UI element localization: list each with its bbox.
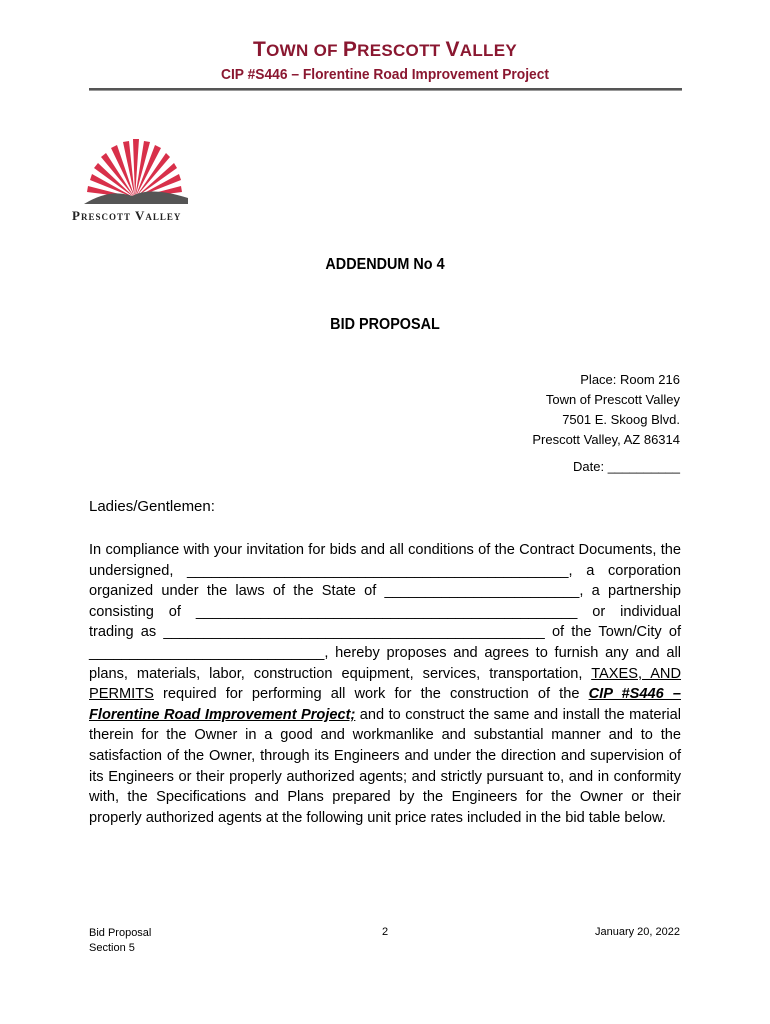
logo-text: Prescott Valley [72,208,182,223]
date-field: Date: __________ [573,459,680,474]
footer-section: Bid Proposal Section 5 [89,927,152,954]
sun-rays-icon [87,139,182,198]
place-line: Prescott Valley, AZ 86314 [532,432,680,447]
place-line: 7501 E. Skoog Blvd. [562,412,680,427]
header-divider [89,88,682,91]
place-line: Place: Room 216 [580,372,680,387]
project-subtitle: CIP #S446 – Florentine Road Improvement Project [221,66,549,83]
footer-date: January 20, 2022 [594,926,680,938]
addendum-heading: ADDENDUM No 4 [325,256,445,273]
page-number: 2 [381,926,389,938]
town-title: TOWN OF PRESCOTT VALLEY [252,38,518,61]
proposal-paragraph: In compliance with your invitation for bids and all conditions of the Contract Documents, the undersigned, _______________________________________________, a corporation organized under the laws of the State of ________________________, a partnership consisting of _______________________________________________ or individual trading as _______________________________________________ of the Town/City of _____________________________, hereby proposes and agrees to furnish any and all plans, materials, labor, construction equipment, services, transportation, TAXES, AND PERMITS required for performing all work for the construction of the CIP #S446 – Florentine Road Improvement Project; and to construct the same and install the material therein for the Owner in a good and workmanlike and substantial manner and to the satisfaction of the Owner, through its Engineers and under the direction and supervision of its Engineers or their properly authorized agents; and strictly pursuant to, and in conformity with, the Specifications and Plans prepared by the Engineers for the Owner or their properly authorized agents at the following unit price rates included in the bid table below. [89,542,682,826]
place-line: Town of Prescott Valley [545,392,680,407]
bid-proposal-heading: BID PROPOSAL [330,316,440,333]
project-name-text: CIP #S446 – Florentine Road Improvement Project; [89,686,681,723]
place-address [532,370,680,450]
taxes-permits-text: TAXES, AND PERMITS [89,665,682,703]
salutation: Ladies/Gentlemen: [89,498,215,515]
